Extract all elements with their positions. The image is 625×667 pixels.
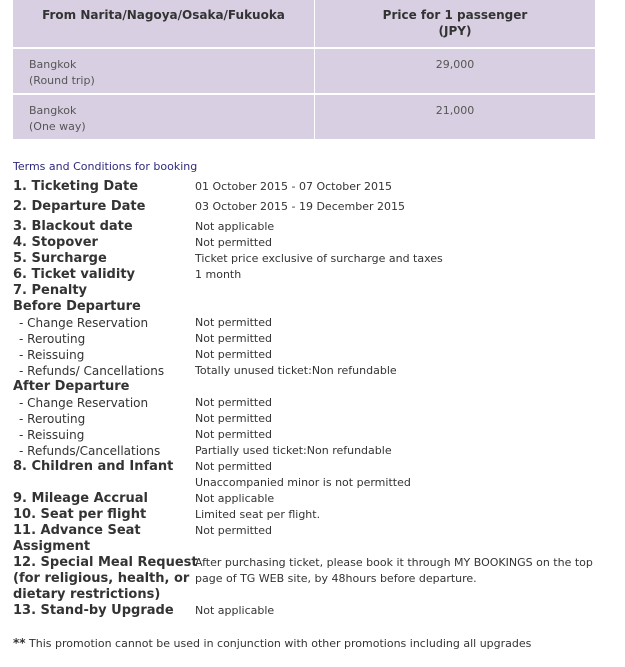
term-item [13, 603, 613, 619]
table-row [13, 48, 596, 94]
term-value: page of TG WEB site, by 48hours before departure. [195, 572, 477, 585]
term-item [13, 459, 613, 475]
table-row [13, 94, 596, 139]
term-item [13, 587, 613, 603]
term-label: 13. Stand-by Upgrade [13, 603, 174, 618]
term-label: 3. Blackout date [13, 219, 133, 234]
term-label: - Rerouting [19, 332, 86, 346]
terms-list [13, 179, 613, 619]
term-section-heading [13, 379, 613, 395]
footnote-text: This promotion cannot be used in conjunction with other promotions including all upgrades [25, 637, 532, 650]
term-item [13, 283, 613, 299]
term-label: dietary restrictions) [13, 587, 161, 602]
term-label: - Refunds/Cancellations [19, 444, 161, 458]
term-item [13, 491, 613, 507]
term-item [13, 395, 613, 411]
term-label: Assigment [13, 539, 91, 554]
term-item [13, 523, 613, 539]
fare-table [13, 0, 596, 139]
route-name: Bangkok [29, 104, 77, 117]
trip-type: (One way) [29, 120, 86, 133]
fare-table-header [13, 0, 596, 48]
term-item [13, 475, 613, 491]
term-label: 8. Children and Infant [13, 459, 174, 474]
term-item [13, 539, 613, 555]
term-item [13, 363, 613, 379]
route-name: Bangkok [29, 58, 77, 71]
term-item [13, 571, 613, 587]
term-value: 01 October 2015 - 07 October 2015 [195, 180, 392, 193]
term-value: 03 October 2015 - 19 December 2015 [195, 200, 405, 213]
term-label: - Rerouting [19, 412, 86, 426]
term-value: Not permitted [195, 332, 272, 345]
term-label: (for religious, health, or [13, 571, 190, 586]
term-value: Partially used ticket:Non refundable [195, 444, 392, 457]
term-label: 7. Penalty [13, 283, 88, 298]
term-label: 6. Ticket validity [13, 267, 136, 282]
term-item [13, 267, 613, 283]
term-item [13, 427, 613, 443]
term-value: 1 month [195, 268, 242, 281]
term-label: - Reissuing [19, 348, 85, 362]
term-label: - Refunds/ Cancellations [19, 364, 165, 378]
term-item [13, 251, 613, 267]
term-value: Ticket price exclusive of surcharge and taxes [195, 252, 443, 265]
after-departure-heading: After Departure [13, 379, 130, 394]
term-label: 4. Stopover [13, 235, 98, 250]
term-value: Not permitted [195, 460, 272, 473]
term-item [13, 443, 613, 459]
term-label: 5. Surcharge [13, 251, 107, 266]
trip-type: (Round trip) [29, 74, 95, 87]
price-header: Price for 1 passenger (JPY) [315, 0, 596, 48]
term-value: Not applicable [195, 220, 275, 233]
term-label: 10. Seat per flight [13, 507, 147, 522]
term-label: - Change Reservation [19, 396, 149, 410]
term-item [13, 219, 613, 235]
term-label: 12. Special Meal Request [13, 555, 198, 570]
footnote-marker: ** [13, 636, 26, 650]
term-label: 11. Advance Seat [13, 523, 141, 538]
term-value: Limited seat per flight. [195, 508, 321, 521]
before-departure-heading: Before Departure [13, 299, 141, 314]
term-label: - Reissuing [19, 428, 85, 442]
term-item [13, 347, 613, 363]
term-value: Not permitted [195, 524, 272, 537]
term-label: - Change Reservation [19, 316, 149, 330]
term-value: Totally unused ticket:Non refundable [195, 364, 397, 377]
term-value: Unaccompanied minor is not permitted [195, 476, 411, 489]
term-item [13, 315, 613, 331]
term-label: 2. Departure Date [13, 199, 146, 214]
price-cell: 29,000 [315, 48, 596, 94]
term-value: After purchasing ticket, please book it through MY BOOKINGS on the top [195, 556, 593, 569]
price-cell: 21,000 [315, 94, 596, 139]
route-cell [13, 94, 315, 139]
term-item [13, 411, 613, 427]
term-item [13, 235, 613, 251]
term-item [13, 331, 613, 347]
term-item [13, 507, 613, 523]
term-label: 9. Mileage Accrual [13, 491, 148, 506]
term-value: Not permitted [195, 316, 272, 329]
term-value: Not permitted [195, 348, 272, 361]
term-item [13, 199, 613, 219]
term-section-heading [13, 299, 613, 315]
footnote [13, 636, 531, 650]
term-item [13, 179, 613, 199]
term-value: Not permitted [195, 396, 272, 409]
term-value: Not applicable [195, 604, 275, 617]
origin-header: From Narita/Nagoya/Osaka/Fukuoka [13, 0, 315, 48]
term-value: Not applicable [195, 492, 275, 505]
term-label: 1. Ticketing Date [13, 179, 139, 194]
term-item [13, 555, 613, 571]
term-value: Not permitted [195, 412, 272, 425]
route-cell [13, 48, 315, 94]
term-value: Not permitted [195, 236, 272, 249]
term-value: Not permitted [195, 428, 272, 441]
terms-title: Terms and Conditions for booking [13, 160, 198, 173]
